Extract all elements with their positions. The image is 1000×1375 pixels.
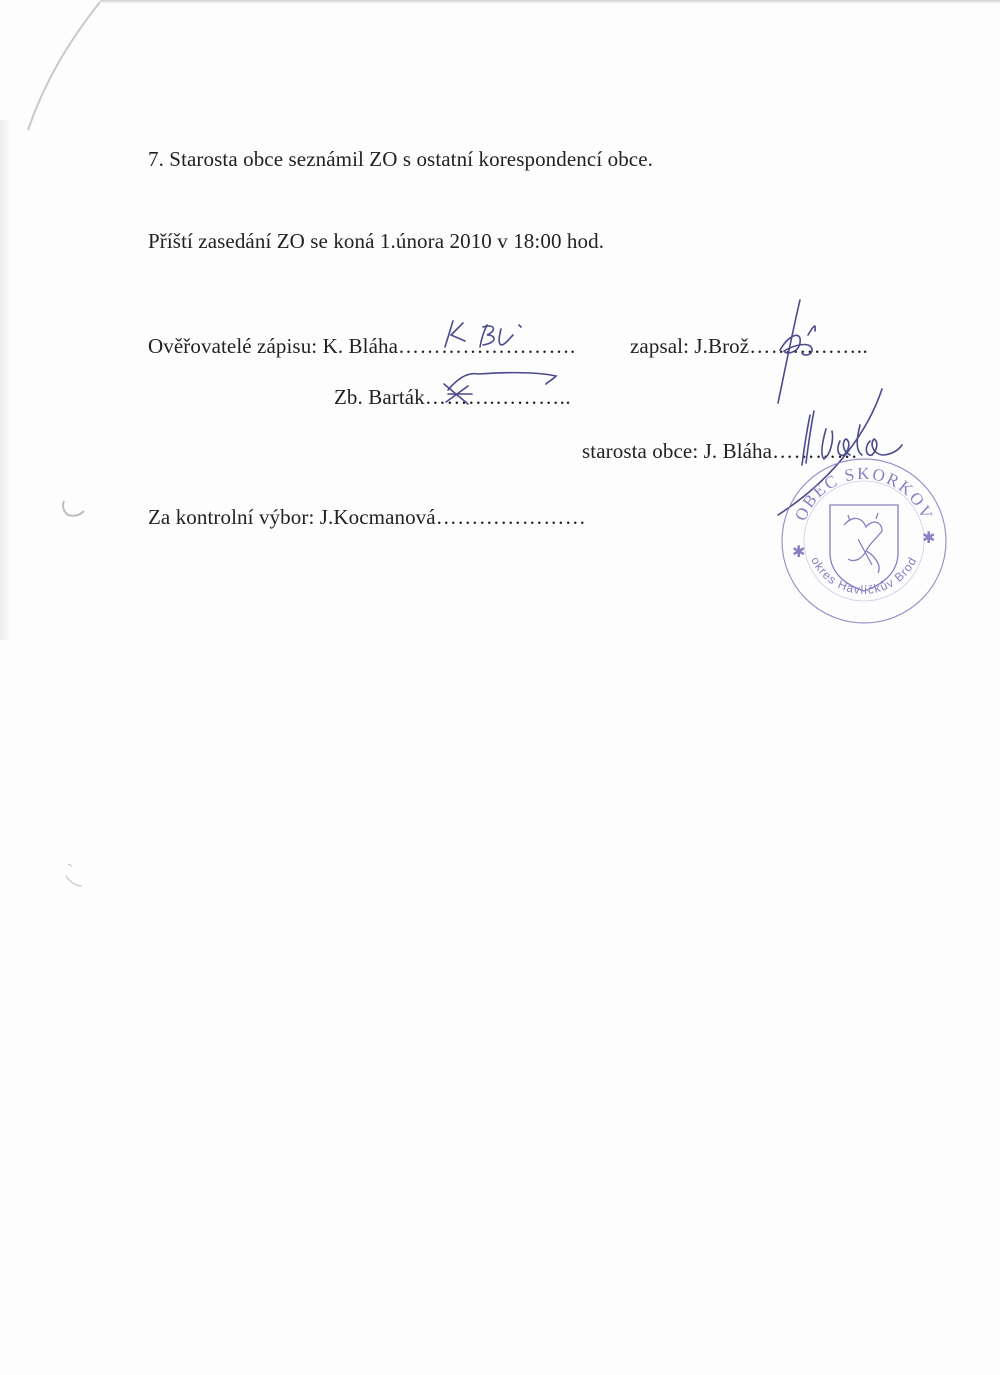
scan-fold-line [0,0,120,140]
next-meeting-text: Příští zasedání ZO se koná 1.února 2010 v 18:00 hod. [148,229,605,253]
signature-zb-bartak [438,360,568,410]
verifiers-label: Ověřovatelé zápisu: K. Bláha [148,334,399,358]
second-verifier-dots: ……….……….. [424,385,572,409]
signature-k-blaha [425,315,555,355]
stamp-star-right-icon [922,528,935,547]
stamp-star-left-icon [792,542,805,561]
scan-top-edge [100,0,1000,4]
mayor-label: starosta obce: J. Bláha [582,439,773,463]
recorder-label: zapsal: J.Brož [630,334,750,358]
item-7-correspondence [148,147,653,172]
mayor-dots: ………… [772,439,859,463]
scan-speck-2 [62,860,92,890]
stamp-top-text: OBEC SKORKOV [790,463,938,524]
verifiers-dots: ……………………. [398,334,576,358]
svg-text:✱: ✱ [792,542,806,561]
recorder-line [630,334,868,359]
control-committee-label: Za kontrolní výbor: J.Kocmanová [148,505,436,529]
control-committee-line [148,505,586,530]
next-meeting-line [148,229,604,254]
coat-of-arms-icon [830,505,898,591]
control-committee-dots: ………………… [435,505,587,529]
stamp-bottom-text: okres Havlíčkův Brod [808,554,920,597]
scan-speck-1 [60,495,90,523]
second-verifier-label: Zb. Barták [334,385,425,409]
recorder-dots: …………….. [749,334,869,358]
svg-text:OBEC SKORKOV [791,464,937,524]
municipal-stamp [778,455,950,627]
scan-left-shadow [0,120,12,640]
svg-text:✱: ✱ [922,528,936,547]
item-7-text: 7. Starosta obce seznámil ZO s ostatní korespondencí obce. [148,147,654,171]
